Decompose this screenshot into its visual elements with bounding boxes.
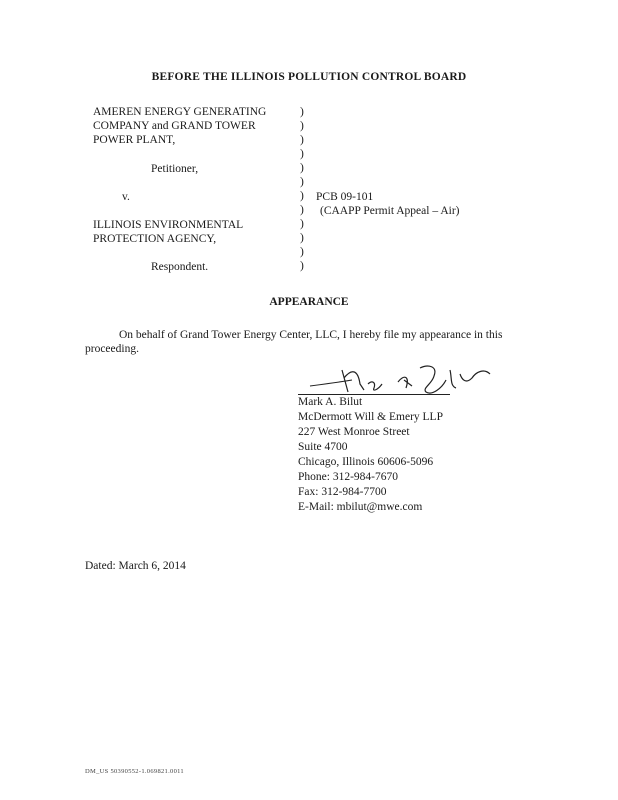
caption-paren: ) (300, 204, 304, 216)
email: E-Mail: mbilut@mwe.com (298, 501, 423, 513)
caption-paren: ) (300, 106, 304, 118)
petitioner-line: AMEREN ENERGY GENERATING (93, 106, 267, 118)
caption-paren: ) (300, 218, 304, 230)
respondent-role: Respondent. (151, 261, 209, 273)
respondent-line: PROTECTION AGENCY, (93, 233, 217, 245)
caption-paren: ) (300, 246, 304, 258)
date-line: Dated: March 6, 2014 (85, 560, 186, 572)
petitioner-name (93, 105, 266, 147)
phone: Phone: 312-984-7670 (298, 471, 398, 483)
caption-paren: ) (300, 260, 304, 272)
caption-paren: ) (300, 162, 304, 174)
caption-paren: ) (300, 134, 304, 146)
petitioner-line: COMPANY and GRAND TOWER (93, 120, 256, 132)
caption-paren: ) (300, 120, 304, 132)
versus: v. (122, 191, 130, 203)
law-firm: McDermott Will & Emery LLP (298, 411, 443, 423)
caption-parentheses (300, 105, 304, 273)
board-title: BEFORE THE ILLINOIS POLLUTION CONTROL BOARD (151, 71, 467, 83)
suite: Suite 4700 (298, 441, 348, 453)
caption-paren: ) (300, 176, 304, 188)
respondent-line: ILLINOIS ENVIRONMENTAL (93, 219, 244, 231)
petitioner-line: POWER PLANT, (93, 134, 176, 146)
signer-name: Mark A. Bilut (298, 396, 363, 408)
section-title: APPEARANCE (269, 296, 349, 308)
petitioner-role: Petitioner, (151, 163, 199, 175)
caption-paren: ) (300, 190, 304, 202)
caption-paren: ) (300, 232, 304, 244)
city-state-zip: Chicago, Illinois 60606-5096 (298, 456, 434, 468)
case-number: PCB 09-101 (316, 191, 374, 203)
caption-paren: ) (300, 148, 304, 160)
document-id: DM_US 50390552-1.069821.0011 (85, 768, 184, 775)
signature-block (298, 395, 443, 515)
fax: Fax: 312-984-7700 (298, 486, 387, 498)
case-type: (CAAPP Permit Appeal – Air) (320, 205, 460, 217)
street-address: 227 West Monroe Street (298, 426, 410, 438)
respondent-name (93, 218, 243, 246)
appearance-statement: On behalf of Grand Tower Energy Center, LLC, I hereby file my appearance in this proceeding. (85, 329, 503, 355)
